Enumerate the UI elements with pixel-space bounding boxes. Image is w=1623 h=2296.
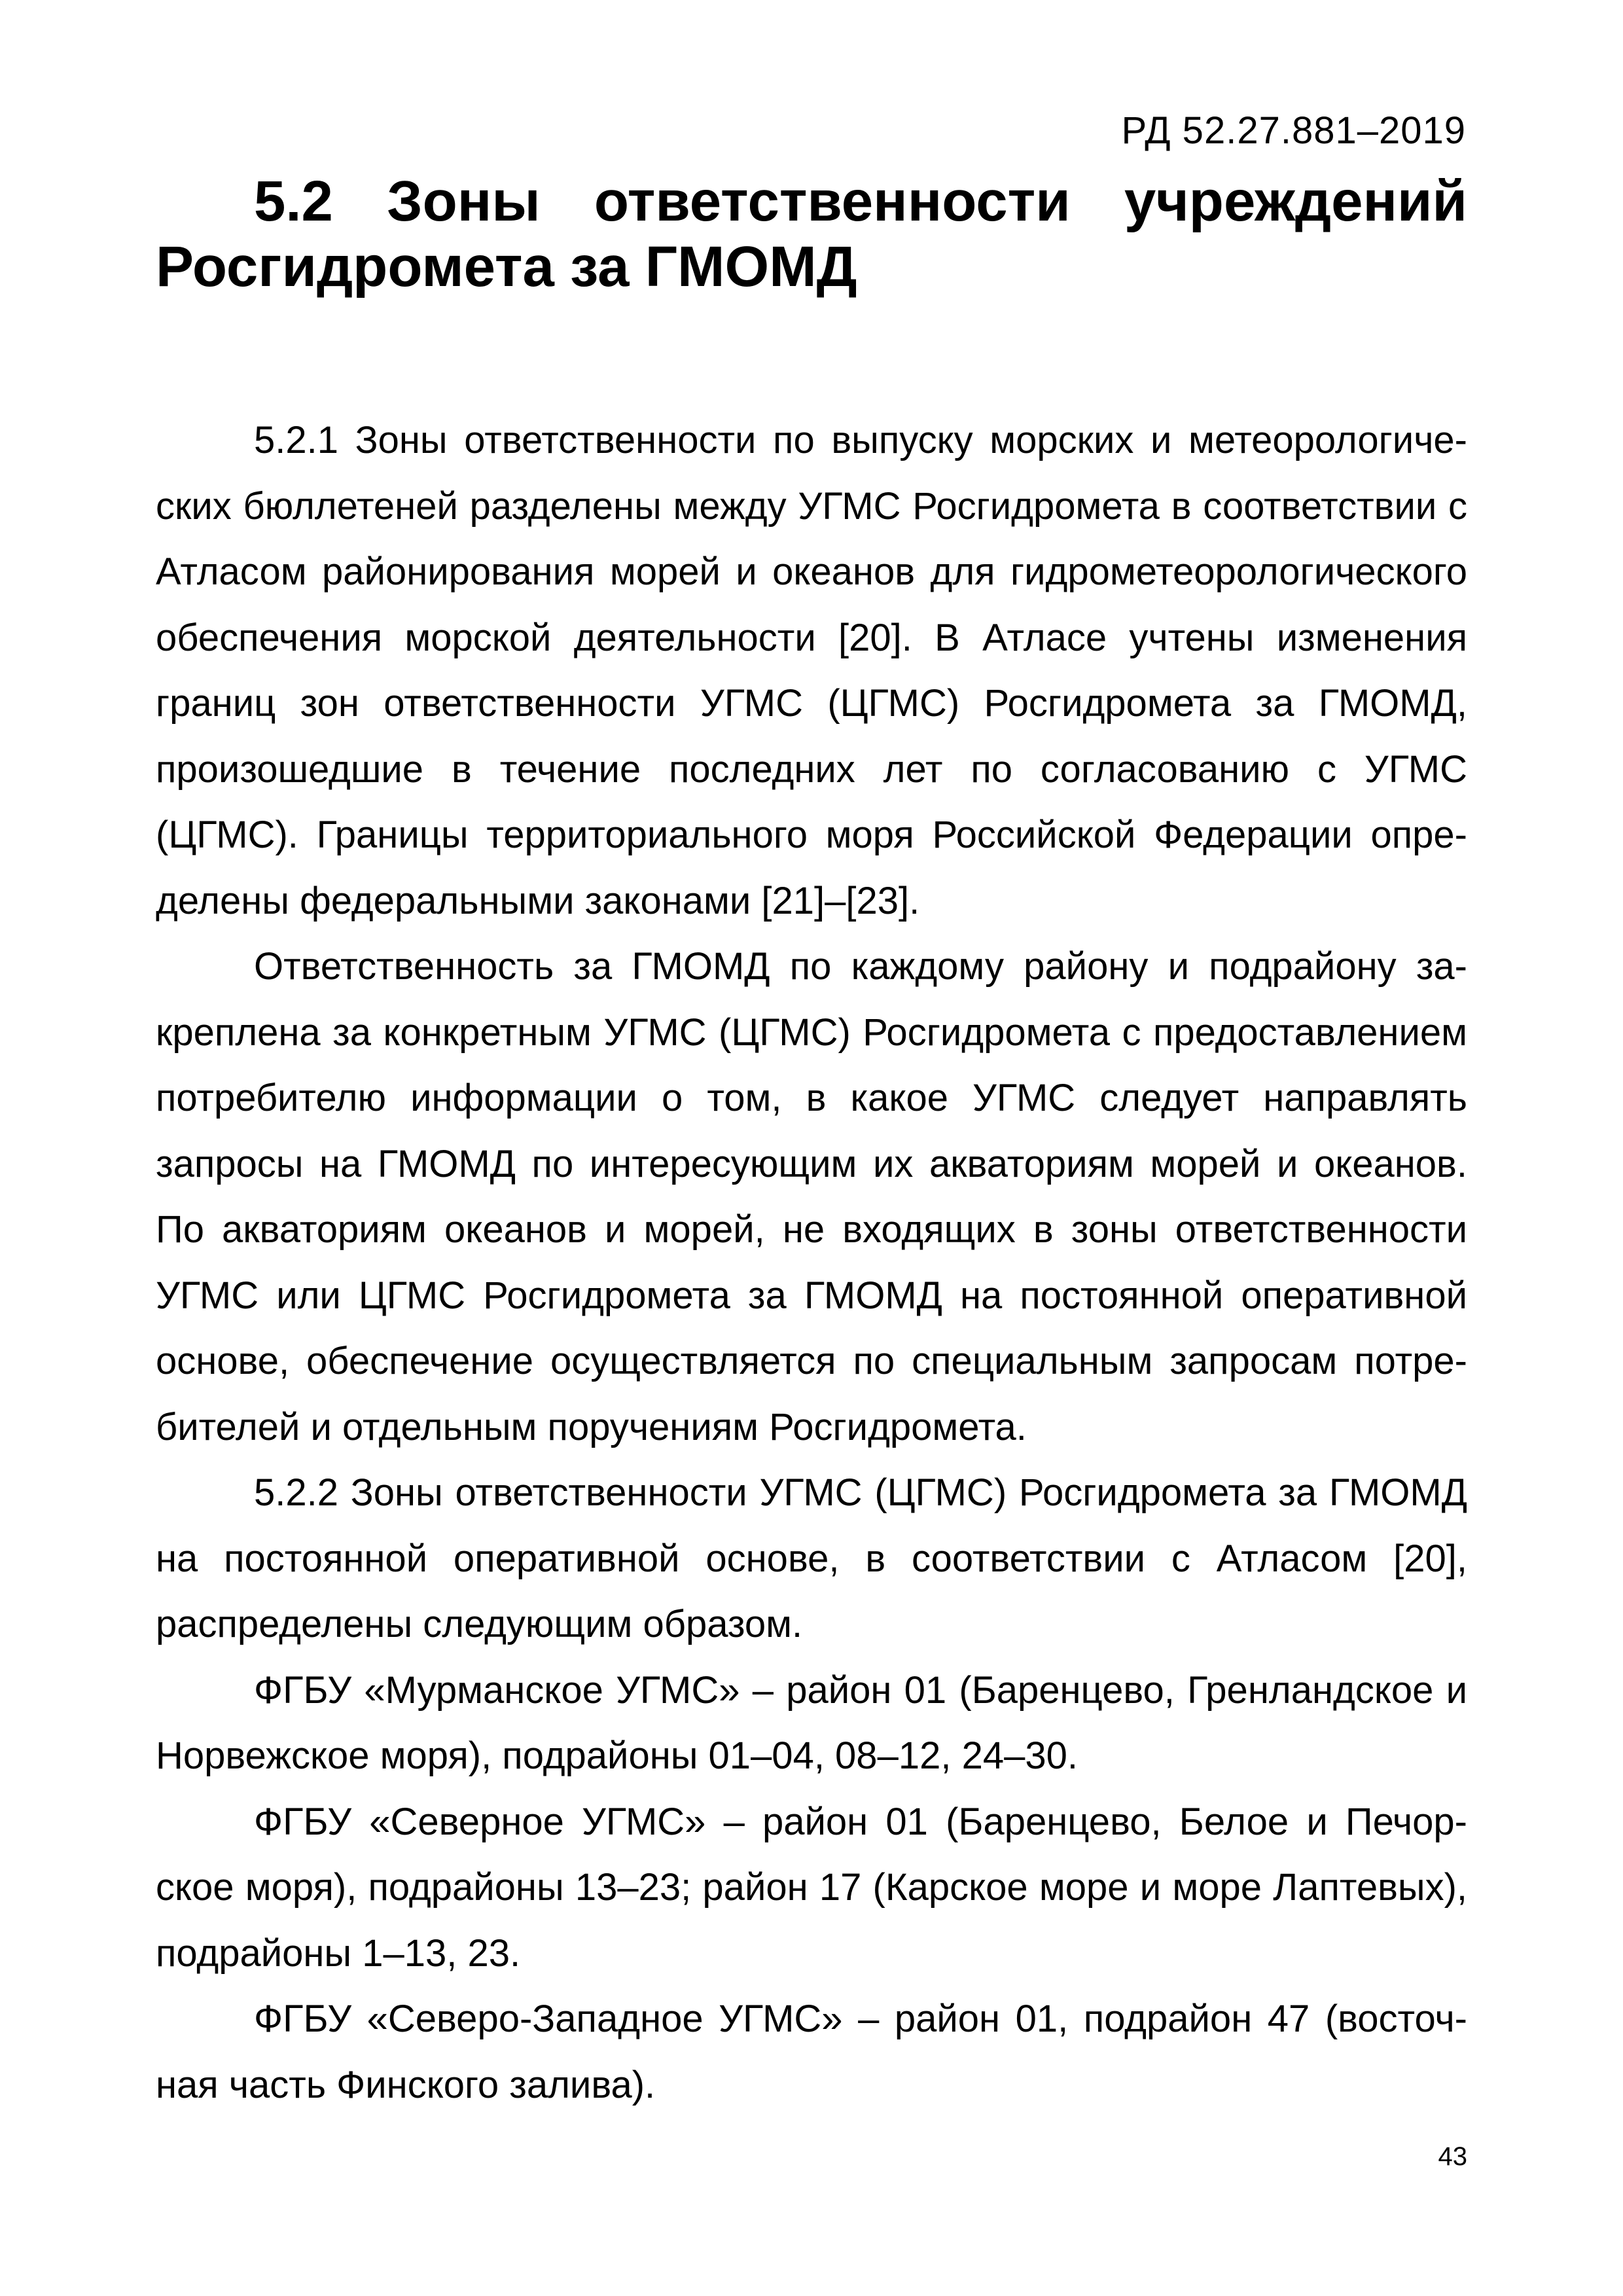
spacer (156, 300, 1467, 408)
paragraph-responsibility: Ответственность за ГМОМД по каждому району и подрайону закреплена за конкретным УГМС (ЦГМС) Росгидромета с предоставлением потребителю информации о том, в какое УГМС следует направлять запросы на ГМОМД по интересующим их акваториям морей и океанов. По акваториям океанов и морей, не входящих в зоны ответственности УГМС или ЦГМС Росгидромета за ГМОМД на постоянной оперативной основе, обеспечение осуществляется по специальным запросам потребителей и отдельным поручениям Росгидромета. (156, 945, 1467, 1448)
page-number: 43 (1438, 2142, 1467, 2171)
paragraph-murmansk: ФГБУ «Мурманское УГМС» – район 01 (Баренцево, Гренландское и Норвежское моря), подрайоны 01–04, 08–12, 24–30. (156, 1668, 1467, 1777)
section-title: 5.2 Зоны ответственности учреждений Росгидромета за ГМОМД (156, 170, 1467, 298)
paragraph-5-2-1: 5.2.1 Зоны ответственности по выпуску морских и метеорологических бюллетеней разделены между УГМС Росгидромета в соответствии с Атласом районирования морей и океанов для гидрометеорологического обеспечения морской деятельности [20]. В Атласе учтены изменения границ зон ответственности УГМС (ЦГМС) Росгидромета за ГМОМД, произошедшие в течение последних лет по согласованию с УГМС (ЦГМС). Границы территориального моря Российской Федерации определены федеральными законами [21]–[23]. (156, 419, 1467, 922)
paragraph-northern: ФГБУ «Северное УГМС» – район 01 (Баренцево, Белое и Печорское моря), подрайоны 13–23; район 17 (Карское море и море Лаптевых), подрайоны 1–13, 23. (156, 1800, 1467, 1975)
document-body (156, 169, 1467, 2118)
paragraph-northwestern: ФГБУ «Северо-Западное УГМС» – район 01, подрайон 47 (восточная часть Финского залива). (156, 1998, 1467, 2106)
document-code: РД 52.27.881–2019 (1121, 109, 1466, 152)
paragraph-5-2-2: 5.2.2 Зоны ответственности УГМС (ЦГМС) Росгидромета за ГМОМД на постоянной оперативной основе, в соответствии с Атласом [20], распределены следующим образом. (156, 1471, 1467, 1645)
